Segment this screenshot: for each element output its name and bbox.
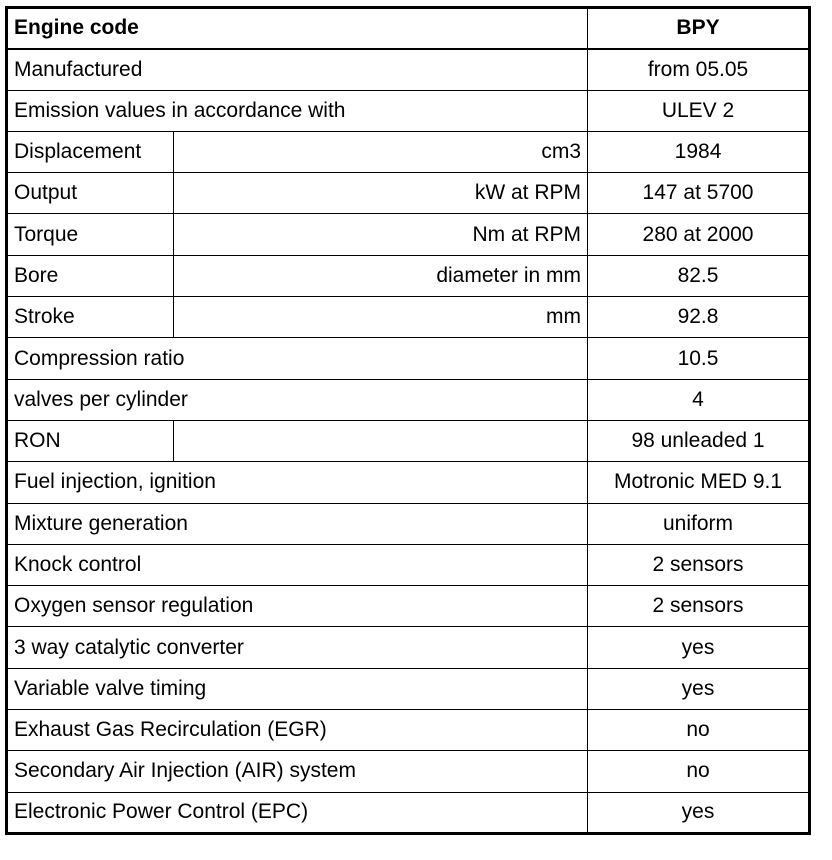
header-value: BPY: [588, 8, 810, 49]
row-label: Knock control: [7, 544, 588, 585]
row-value: yes: [588, 668, 810, 709]
row-label: 3 way catalytic converter: [7, 627, 588, 668]
row-label: Electronic Power Control (EPC): [7, 792, 588, 833]
row-unit: [174, 420, 588, 461]
row-label: Variable valve timing: [7, 668, 588, 709]
row-label: Output: [7, 173, 174, 214]
row-value: 280 at 2000: [588, 214, 810, 255]
table-row: [7, 90, 810, 131]
row-label: valves per cylinder: [7, 379, 588, 420]
row-value: 10.5: [588, 338, 810, 379]
row-unit: kW at RPM: [174, 173, 588, 214]
row-label: RON: [7, 420, 174, 461]
row-label: Emission values in accordance with: [7, 90, 588, 131]
row-label: Compression ratio: [7, 338, 588, 379]
row-value: uniform: [588, 503, 810, 544]
table-row: [7, 462, 810, 503]
table-row: [7, 214, 810, 255]
row-label: Stroke: [7, 297, 174, 338]
row-value: 98 unleaded 1: [588, 420, 810, 461]
table-row: [7, 49, 810, 90]
engine-spec-table: [5, 6, 811, 835]
row-unit: diameter in mm: [174, 255, 588, 296]
row-value: 4: [588, 379, 810, 420]
table-row: [7, 255, 810, 296]
row-label: Displacement: [7, 131, 174, 172]
row-unit: mm: [174, 297, 588, 338]
table-row: [7, 503, 810, 544]
table-header-row: [7, 8, 810, 49]
row-value: no: [588, 751, 810, 792]
row-value: 2 sensors: [588, 586, 810, 627]
table-row: [7, 131, 810, 172]
row-value: 2 sensors: [588, 544, 810, 585]
row-value: 1984: [588, 131, 810, 172]
spec-table-body: [7, 8, 810, 834]
table-row: [7, 297, 810, 338]
row-label: Exhaust Gas Recirculation (EGR): [7, 710, 588, 751]
table-row: [7, 627, 810, 668]
table-row: [7, 668, 810, 709]
row-unit: cm3: [174, 131, 588, 172]
table-row: [7, 544, 810, 585]
table-row: [7, 379, 810, 420]
row-value: from 05.05: [588, 49, 810, 90]
table-row: [7, 338, 810, 379]
row-label: Secondary Air Injection (AIR) system: [7, 751, 588, 792]
header-label: Engine code: [7, 8, 588, 49]
table-row: [7, 751, 810, 792]
table-row: [7, 173, 810, 214]
row-value: Motronic MED 9.1: [588, 462, 810, 503]
row-value: yes: [588, 627, 810, 668]
row-value: yes: [588, 792, 810, 833]
row-value: ULEV 2: [588, 90, 810, 131]
row-value: 92.8: [588, 297, 810, 338]
row-unit: Nm at RPM: [174, 214, 588, 255]
table-row: [7, 420, 810, 461]
table-row: [7, 586, 810, 627]
row-value: 147 at 5700: [588, 173, 810, 214]
row-label: Bore: [7, 255, 174, 296]
table-row: [7, 710, 810, 751]
row-label: Manufactured: [7, 49, 588, 90]
row-label: Mixture generation: [7, 503, 588, 544]
row-value: no: [588, 710, 810, 751]
row-label: Oxygen sensor regulation: [7, 586, 588, 627]
row-value: 82.5: [588, 255, 810, 296]
table-row: [7, 792, 810, 833]
row-label: Torque: [7, 214, 174, 255]
row-label: Fuel injection, ignition: [7, 462, 588, 503]
